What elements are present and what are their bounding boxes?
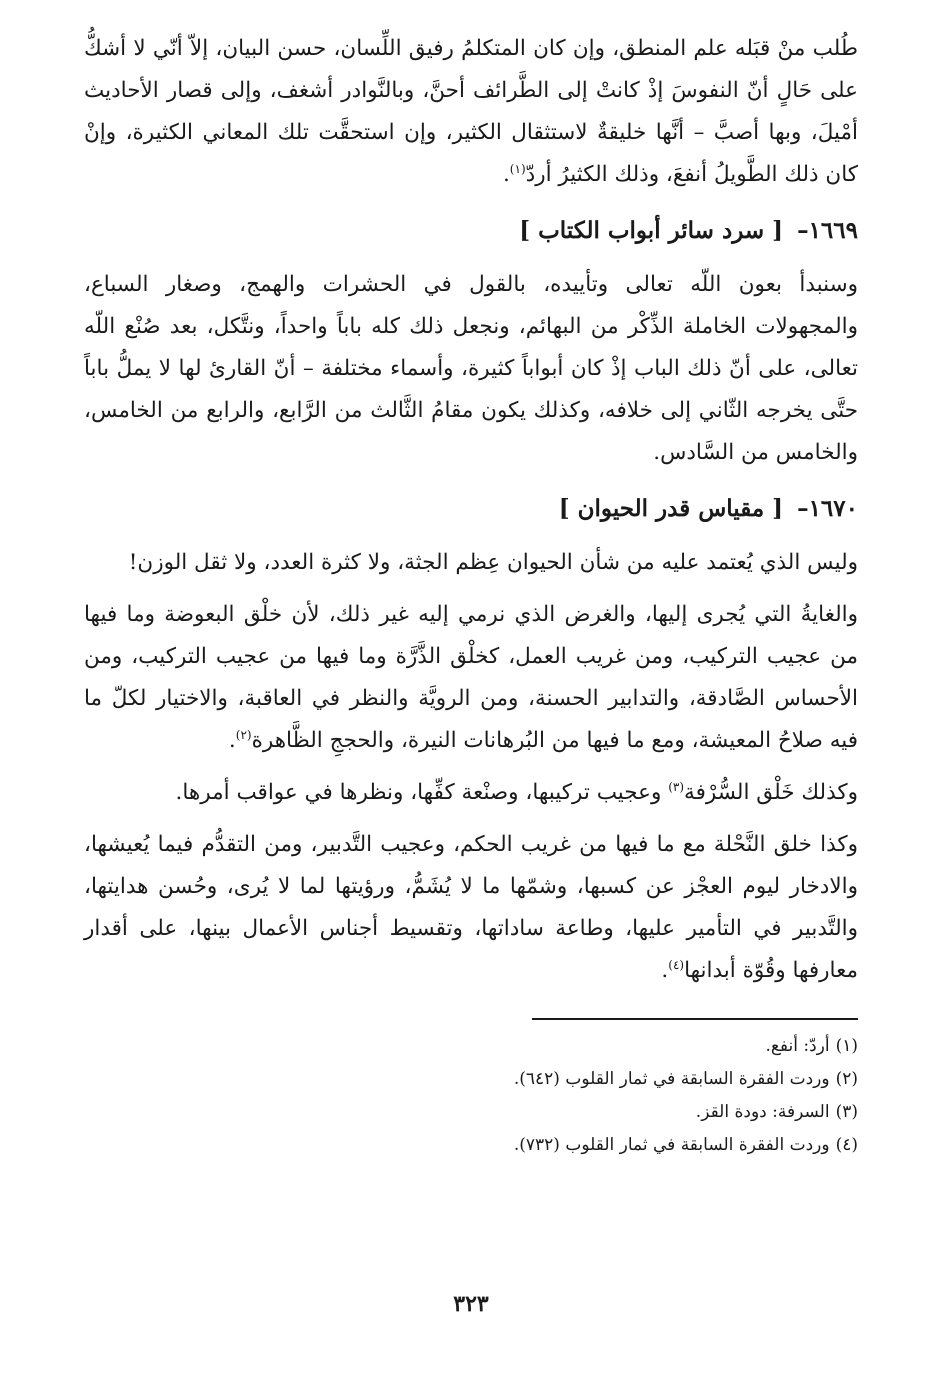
section-number: ١٦٧٠– — [797, 495, 858, 522]
intro-text: طُلب منْ قبَله علم المنطق، وإن كان المتكلمُ رفيق اللِّسان، حسن البيان، إلاّ أنّي لا أشكُّ على حَالٍ أنّ النفوسَ إذْ كانتْ إلى الطَّرائف أحنَّ، وبالنَّوادر أشغف، وإلى قصار الأحاديث أمْيلَ، وبها أصبَّ – أنَّها خليقةٌ لاستثقال الكثير، وإن استحقَّت تلك المعاني الكثيرة، وإنْ كان ذلك الطَّويلُ أنفعَ، وذلك الكثيرُ أردّ — [84, 36, 858, 187]
footnote-number: (١) — [835, 1036, 858, 1056]
section-1670-paragraph-3 — [84, 772, 858, 814]
footnote-number: (٣) — [835, 1102, 858, 1122]
paragraph-text-end: وعجيب تركيبها، وصنْعة كفِّها، ونظرها في عواقب أمرها. — [175, 780, 669, 805]
paragraph-text: وكذلك خَلْق السُّرْفة — [684, 780, 858, 805]
footnote-ref-1[interactable]: (١) — [509, 161, 526, 176]
footnote-text: وردت الفقرة السابقة في ثمار القلوب (٧٣٢). — [513, 1135, 830, 1155]
footnote-ref-3[interactable]: (٣) — [668, 779, 685, 794]
footnote-number: (٤) — [835, 1135, 858, 1155]
section-number: ١٦٦٩– — [797, 217, 858, 244]
section-1670-paragraph-4 — [84, 824, 858, 992]
intro-paragraph — [84, 28, 858, 196]
footnote-text: السرفة: دودة القز. — [695, 1102, 830, 1122]
footnotes — [84, 1030, 858, 1162]
section-heading-1670 — [84, 488, 858, 530]
paragraph-suffix: . — [228, 728, 236, 753]
paragraph-text: وكذا خلق النَّحْلة مع ما فيها من غريب الحكم، وعجيب التَّدبير، ومن التقدُّم فيما يُعيشها، والادخار ليوم العجْز عن كسبها، وشمّها ما لا يُشَمُّ، ورؤيتها لما لا يُرى، وحُسن هدايتها، والتَّدبير في التأمير عليها، وطاعة ساداتها، وتقسيط أجناس الأعمال بينها، على أقدار معارفها وقُوّة أبدانها — [84, 832, 858, 983]
section-title: [ سرد سائر أبواب الكتاب ] — [519, 217, 784, 244]
section-1670-paragraph-2 — [84, 594, 858, 762]
footnote-2 — [84, 1063, 858, 1096]
footnote-4 — [84, 1129, 858, 1162]
paragraph-suffix: . — [661, 958, 669, 983]
footnote-3 — [84, 1096, 858, 1129]
footnote-ref-4[interactable]: (٤) — [668, 957, 685, 972]
page-number: ٣٢٣ — [453, 1291, 489, 1317]
section-1670-paragraph-1: وليس الذي يُعتمد عليه من شأن الحيوان عِظم الجثة، ولا كثرة العدد، ولا ثقل الوزن! — [128, 550, 858, 575]
section-title: [ مقياس قدر الحيوان ] — [558, 495, 784, 522]
footnote-divider — [532, 1018, 858, 1020]
intro-suffix: . — [502, 162, 510, 187]
paragraph-text: والغايةُ التي يُجرى إليها، والغرض الذي نرمي إليه غير ذلك، لأن خلْق البعوضة وما فيها من عجيب التركيب، ومن غريب العمل، كخلْق الذَّرَّة وما فيها من عجيب التركيب، ومن الأحساس الصَّادقة، والتدابير الحسنة، ومن الرويَّة والنظر في العاقبة، والاختيار لكلّ ما فيه صلاحُ المعيشة، ومع ما فيها من البُرهانات النيرة، والحججِ الظَّاهرة — [84, 602, 858, 753]
footnote-text: أردّ: أنفع. — [765, 1036, 830, 1056]
section-1669-paragraph: وسنبدأ بعون اللّه تعالى وتأييده، بالقول في الحشرات والهمج، وصغار السباع، والمجهولات الخاملة الذِّكْر من البهائم، ونجعل ذلك كله باباً واحداً، ونتَّكل، بعد صُنْع اللّه تعالى، على أنّ ذلك الباب إذْ كان أبواباً كثيرة، وأسماء مختلفة – أنّ القارئ لها لا يملُّ باباً حتَّى يخرجه الثّاني إلى خلافه، وكذلك يكون مقامُ الثَّالث من الرَّابع، والرابع من الخامس، والخامس من السَّادس. — [84, 272, 858, 465]
section-heading-1669 — [84, 210, 858, 252]
footnote-1 — [84, 1030, 858, 1063]
footnote-ref-2[interactable]: (٢) — [235, 727, 252, 742]
footnote-number: (٢) — [835, 1069, 858, 1089]
footnote-text: وردت الفقرة السابقة في ثمار القلوب (٦٤٢). — [513, 1069, 830, 1089]
